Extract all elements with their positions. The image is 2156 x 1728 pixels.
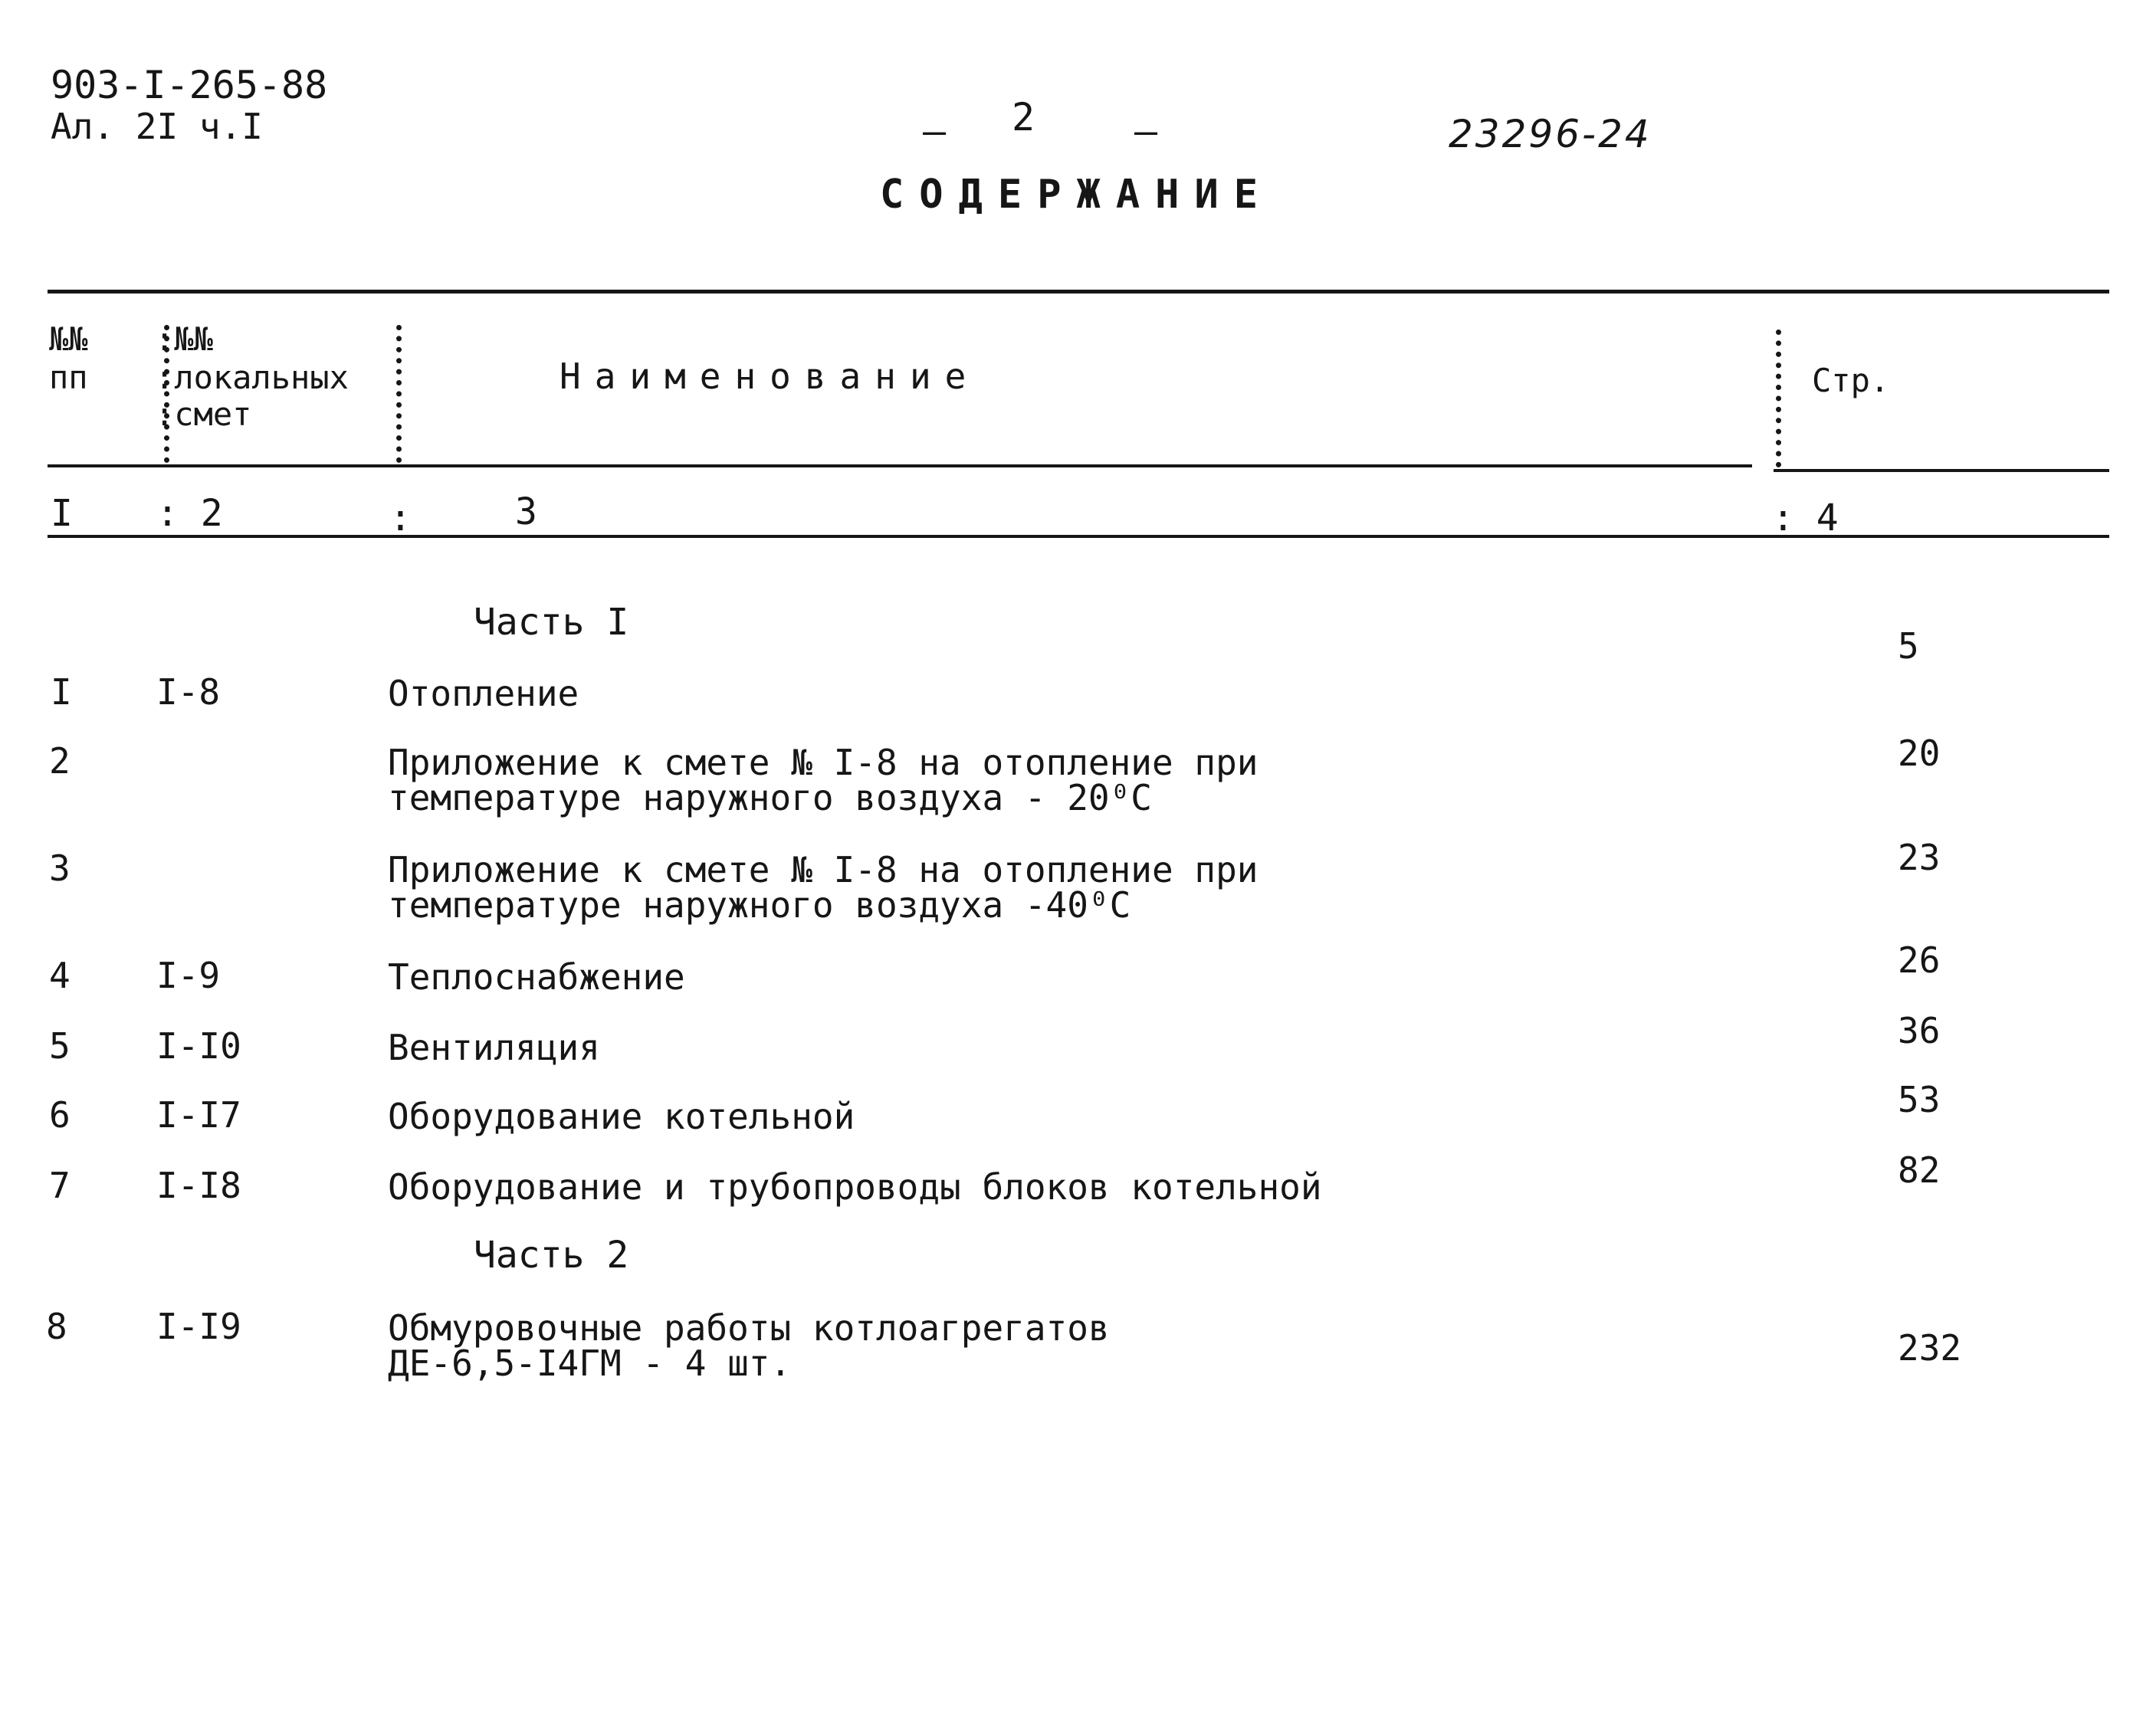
- document-code: 903-I-265-88: [51, 63, 328, 107]
- row-estimate: I-8: [156, 671, 221, 713]
- column-separator-2: [396, 325, 402, 463]
- table-top-rule: [48, 290, 2109, 293]
- row-name: Отопление: [388, 673, 579, 714]
- col-estimate-header-line1: :№№: [155, 320, 213, 358]
- col-number-1: I: [51, 492, 73, 535]
- col-page-header: Стр.: [1812, 362, 1890, 399]
- row-page: 82: [1898, 1149, 1941, 1191]
- row-estimate: I-I8: [156, 1165, 241, 1206]
- column-separator-3: [1776, 330, 1781, 467]
- page-number: 2: [1012, 95, 1035, 139]
- row-number: 4: [49, 955, 71, 996]
- row-estimate: I-I7: [156, 1094, 241, 1136]
- col-number-3: 3: [515, 490, 537, 533]
- row-page: 36: [1898, 1010, 1941, 1051]
- row-page: 20: [1898, 733, 1941, 774]
- col-number-sep: :: [389, 497, 412, 539]
- row-estimate: I-I0: [156, 1025, 241, 1067]
- row-estimate: I-9: [156, 955, 221, 996]
- column-numbers-rule: [48, 535, 2109, 538]
- row-number: I: [51, 671, 72, 713]
- document-title: СОДЕРЖАНИЕ: [880, 172, 1274, 218]
- col-num-header-line1: №№: [49, 320, 88, 358]
- row-estimate: I-I9: [156, 1306, 241, 1347]
- row-number: 3: [49, 848, 71, 889]
- col-name-header: Наименование: [560, 356, 980, 397]
- row-name-line1: Обмуровочные работы котлоагрегатов: [388, 1307, 1110, 1349]
- part-heading: Часть 2: [474, 1234, 629, 1277]
- col-number-4: : 4: [1772, 497, 1839, 539]
- col-number-2: : 2: [156, 492, 223, 535]
- row-name: Вентиляция: [388, 1027, 600, 1068]
- page-dash-left: –: [923, 109, 947, 153]
- row-number: 5: [49, 1025, 71, 1067]
- row-name-line2: температуре наружного воздуха - 20⁰С: [388, 777, 1152, 818]
- row-name-line2: ДЕ-6,5-I4ГМ - 4 шт.: [388, 1343, 792, 1384]
- page-dash-right: –: [1134, 109, 1158, 153]
- col-num-header-line2: пп: [49, 359, 88, 396]
- row-name: Оборудование котельной: [388, 1096, 855, 1137]
- row-number: 7: [49, 1165, 71, 1206]
- row-page: 23: [1898, 837, 1941, 878]
- row-number: 6: [49, 1094, 71, 1136]
- header-bottom-rule-right: [1774, 469, 2109, 472]
- col-estimate-header-line2: :локальных: [155, 359, 349, 396]
- col-estimate-header-line3: :смет: [155, 395, 252, 433]
- row-page: 5: [1898, 625, 1919, 667]
- header-bottom-rule-left: [48, 464, 1752, 467]
- row-page: 53: [1898, 1079, 1941, 1120]
- row-number: 2: [49, 740, 71, 782]
- part-heading: Часть I: [474, 601, 629, 644]
- row-name: Теплоснабжение: [388, 956, 685, 998]
- sheet-reference: Ал. 2I ч.I: [51, 106, 263, 147]
- row-name-line1: Приложение к смете № I-8 на отопление при: [388, 849, 1258, 890]
- row-page: 232: [1898, 1327, 1962, 1369]
- row-name: Оборудование и трубопроводы блоков котельной: [388, 1166, 1322, 1208]
- row-page: 26: [1898, 939, 1941, 981]
- row-name-line2: температуре наружного воздуха -40⁰С: [388, 884, 1131, 926]
- inventory-number: 23296-24: [1449, 112, 1652, 156]
- row-name-line1: Приложение к смете № I-8 на отопление при: [388, 742, 1258, 783]
- row-number: 8: [46, 1306, 67, 1347]
